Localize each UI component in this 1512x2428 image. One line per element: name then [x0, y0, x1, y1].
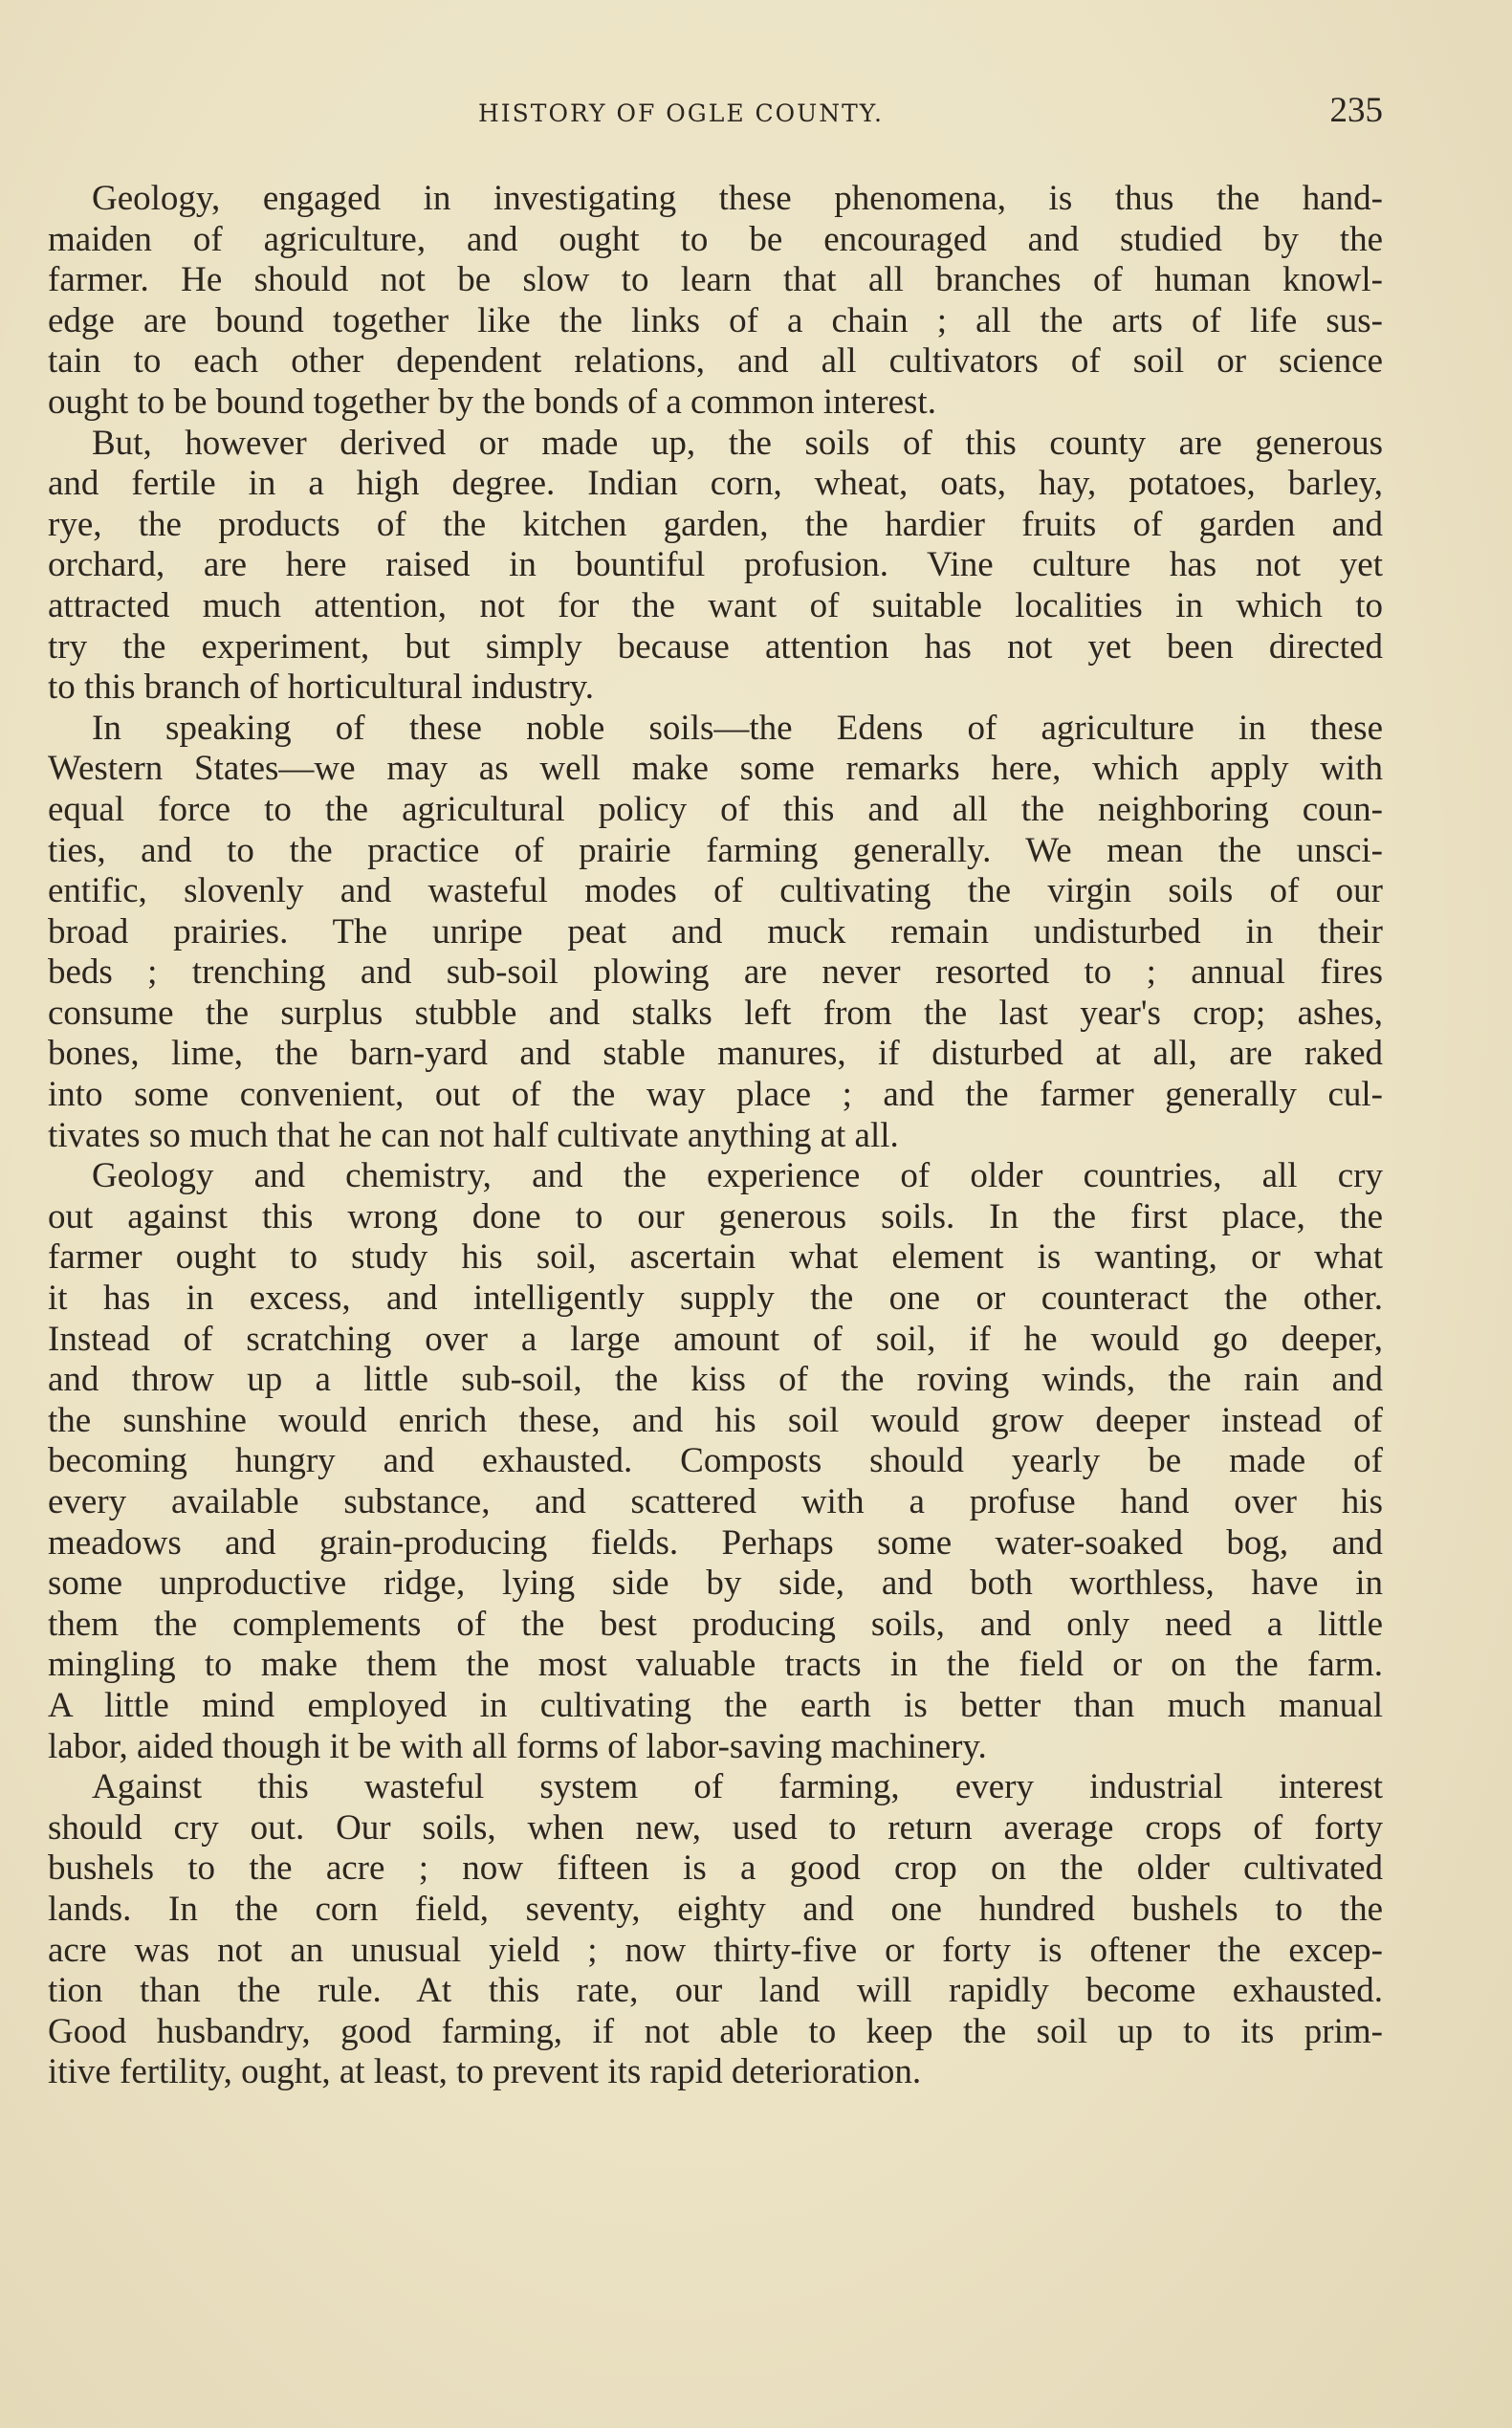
text-line: Good husbandry, good farming, if not able to keep the soil up to its prim- [48, 2011, 1383, 2051]
text-line: the sunshine would enrich these, and his soil would grow deeper instead of [48, 1400, 1383, 1440]
text-line: ought to be bound together by the bonds of a common interest. [48, 382, 936, 422]
text-line: Against this wasteful system of farming, every industrial interest [92, 1767, 1383, 1807]
text-line: itive fertility, ought, at least, to prevent its rapid deterioration. [48, 2052, 922, 2092]
text-line: labor, aided though it be with all forms of labor-saving machinery. [48, 1726, 987, 1766]
text-line: orchard, are here raised in bountiful profusion. Vine culture has not yet [48, 545, 1383, 585]
text-line: equal force to the agricultural policy of this and all the neighboring coun- [48, 789, 1383, 829]
running-title: HISTORY OF OGLE COUNTY. [478, 99, 885, 127]
text-line: Geology and chemistry, and the experience of older countries, all cry [92, 1156, 1383, 1196]
text-line: them the complements of the best producing soils, and only need a little [48, 1604, 1383, 1644]
text-line: rye, the products of the kitchen garden, the hardier fruits of garden and [48, 504, 1383, 544]
text-line: edge are bound together like the links of a chain ; all the arts of life sus- [48, 300, 1383, 340]
text-line: But, however derived or made up, the soils of this county are generous [92, 423, 1383, 463]
page-header [478, 90, 1383, 138]
text-line: farmer. He should not be slow to learn that all branches of human knowl- [48, 260, 1383, 300]
text-line: every available substance, and scattered with a profuse hand over his [48, 1482, 1383, 1521]
text-line: tain to each other dependent relations, and all cultivators of soil or science [48, 341, 1383, 382]
text-line: ties, and to the practice of prairie farming generally. We mean the unsci- [48, 830, 1383, 870]
text-line: into some convenient, out of the way place ; and the farmer generally cul- [48, 1075, 1383, 1115]
body-text [48, 179, 1383, 2093]
text-line: bones, lime, the barn-yard and stable manures, if disturbed at all, are raked [48, 1034, 1383, 1074]
text-line: Instead of scratching over a large amount of soil, if he would go deeper, [48, 1319, 1383, 1359]
text-line: maiden of agriculture, and ought to be encouraged and studied by the [48, 219, 1383, 259]
text-line: bushels to the acre ; now fifteen is a good crop on the older cultivated [48, 1848, 1383, 1889]
text-line: becoming hungry and exhausted. Composts should yearly be made of [48, 1441, 1383, 1481]
text-line: some unproductive ridge, lying side by side, and both worthless, have in [48, 1564, 1383, 1604]
text-line: Geology, engaged in investigating these phenomena, is thus the hand- [92, 179, 1383, 218]
text-line: entific, slovenly and wasteful modes of cultivating the virgin soils of our [48, 871, 1383, 911]
text-line: acre was not an unusual yield ; now thirty-five or forty is oftener the excep- [48, 1930, 1383, 1970]
page-number: 235 [1329, 91, 1383, 130]
text-line: attracted much attention, not for the want of suitable localities in which to [48, 585, 1383, 625]
text-line: it has in excess, and intelligently supply the one or counteract the other. [48, 1279, 1383, 1319]
text-line: should cry out. Our soils, when new, used to return average crops of forty [48, 1807, 1383, 1848]
text-line: farmer ought to study his soil, ascertain what element is wanting, or what [48, 1237, 1383, 1278]
text-line: mingling to make them the most valuable tracts in the field or on the farm. [48, 1645, 1383, 1685]
text-line: tivates so much that he can not half cultivate anything at all. [48, 1115, 899, 1155]
text-line: meadows and grain-producing fields. Perhaps some water-soaked bog, and [48, 1522, 1383, 1563]
text-line: out against this wrong done to our generous soils. In the first place, the [48, 1196, 1383, 1236]
text-line: tion than the rule. At this rate, our land will rapidly become exhausted. [48, 1971, 1383, 2011]
text-line: beds ; trenching and sub-soil plowing are never resorted to ; annual fires [48, 952, 1383, 993]
text-line: to this branch of horticultural industry. [48, 667, 594, 708]
text-line: broad prairies. The unripe peat and muck remain undisturbed in their [48, 911, 1383, 952]
text-line: A little mind employed in cultivating the earth is better than much manual [48, 1685, 1383, 1725]
text-line: In speaking of these noble soils—the Edens of agriculture in these [92, 708, 1383, 748]
text-line: lands. In the corn field, seventy, eighty and one hundred bushels to the [48, 1889, 1383, 1929]
text-line: try the experiment, but simply because attention has not yet been directed [48, 626, 1383, 667]
text-line: and fertile in a high degree. Indian corn, wheat, oats, hay, potatoes, barley, [48, 464, 1383, 504]
text-line: Western States—we may as well make some remarks here, which apply with [48, 749, 1383, 789]
text-line: consume the surplus stubble and stalks left from the last year's crop; ashes, [48, 993, 1383, 1033]
text-line: and throw up a little sub-soil, the kiss of the roving winds, the rain and [48, 1360, 1383, 1400]
